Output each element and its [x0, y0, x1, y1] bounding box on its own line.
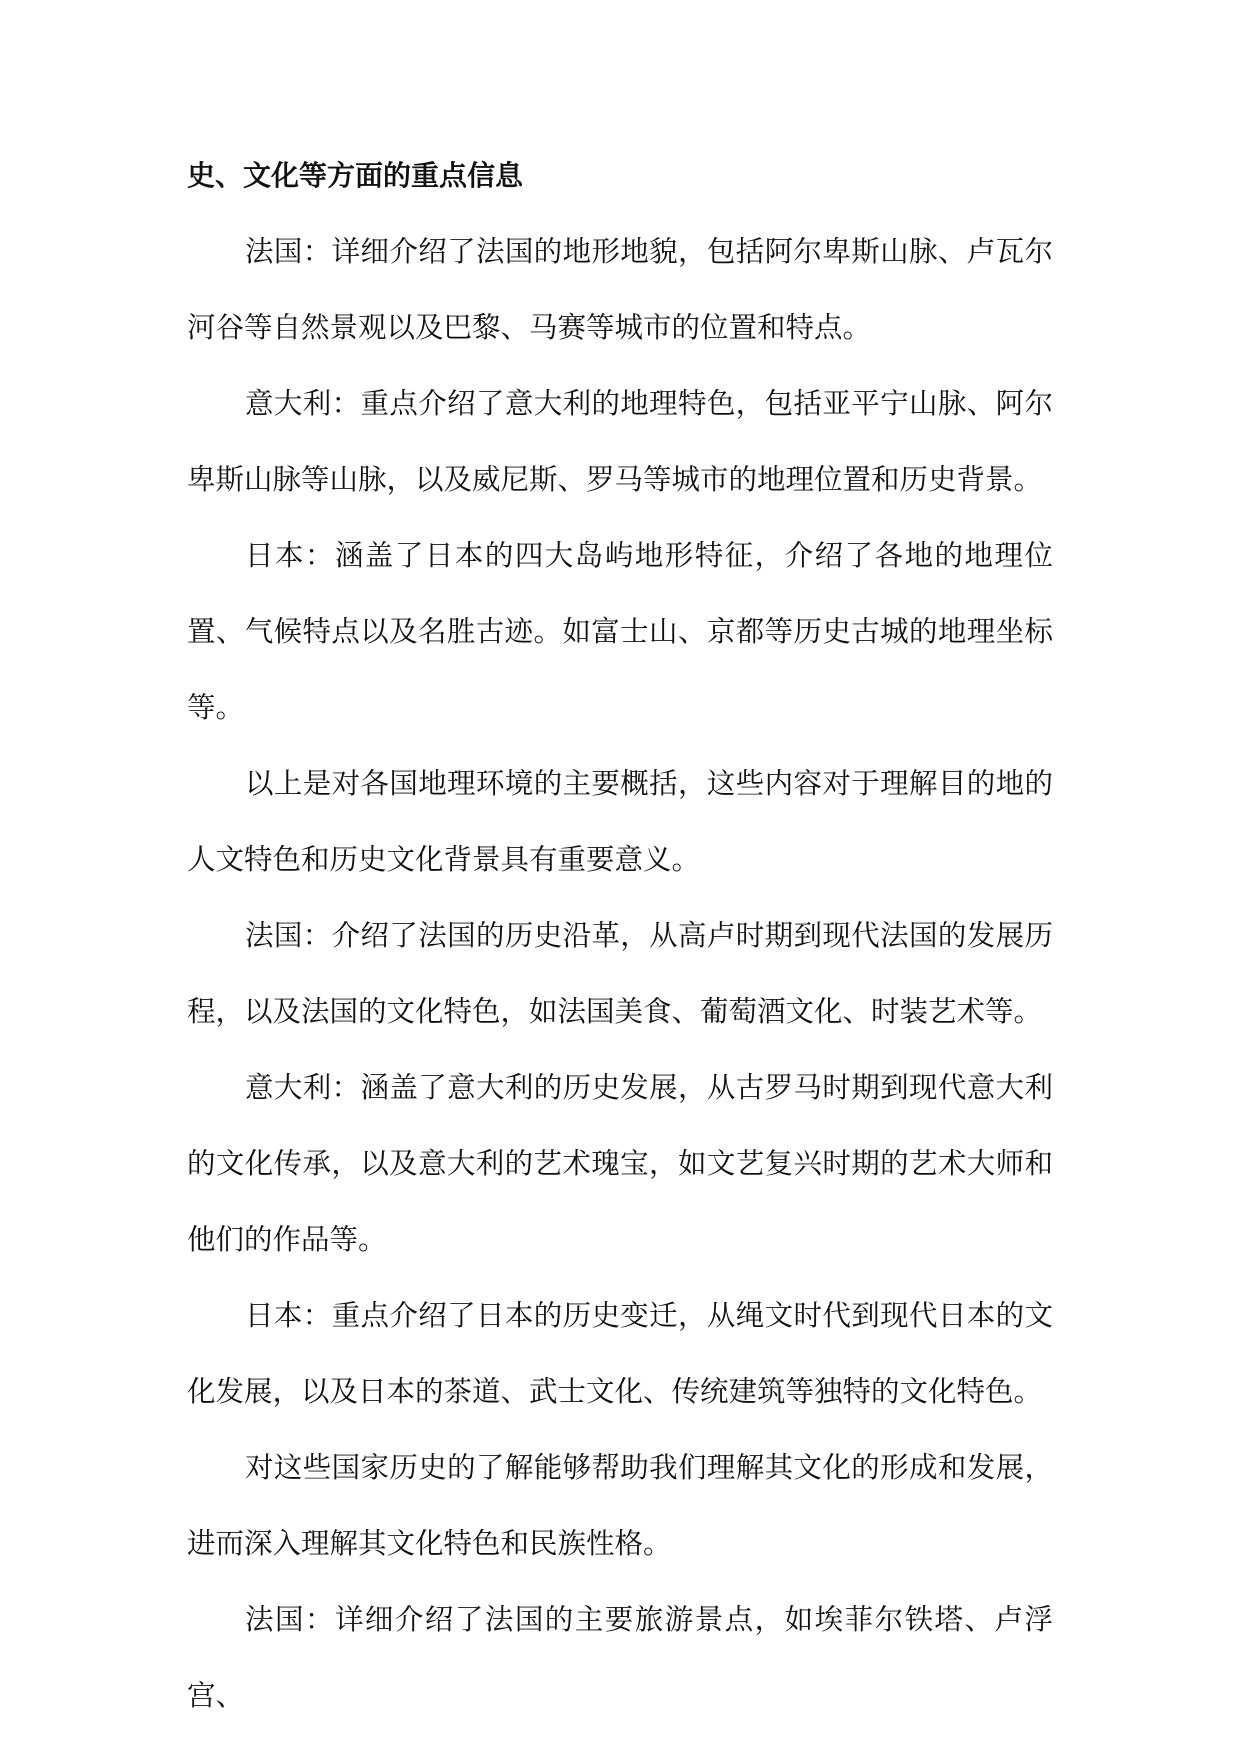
paragraph-japan-geography: 日本：涵盖了日本的四大岛屿地形特征，介绍了各地的地理位置、气候特点以及名胜古迹。如富士山、京都等历史古城的地理坐标等。 [187, 539, 1053, 724]
paragraph-france-tourism: 法国：详细介绍了法国的主要旅游景点，如埃菲尔铁塔、卢浮宫、 [187, 1603, 1053, 1712]
section-heading: 史、文化等方面的重点信息 [187, 159, 524, 192]
paragraph-geography-summary: 以上是对各国地理环境的主要概括，这些内容对于理解目的地的人文特色和历史文化背景具有重要意义。 [187, 767, 1053, 876]
paragraph-japan-history: 日本：重点介绍了日本的历史变迁，从绳文时代到现代日本的文化发展，以及日本的茶道、武士文化、传统建筑等独特的文化特色。 [187, 1299, 1053, 1408]
paragraph-history-summary: 对这些国家历史的了解能够帮助我们理解其文化的形成和发展，进而深入理解其文化特色和民族性格。 [187, 1451, 1053, 1560]
paragraph-france-geography: 法国：详细介绍了法国的地形地貌，包括阿尔卑斯山脉、卢瓦尔河谷等自然景观以及巴黎、马赛等城市的位置和特点。 [187, 235, 1053, 344]
paragraph-italy-history: 意大利：涵盖了意大利的历史发展，从古罗马时期到现代意大利的文化传承，以及意大利的艺术瑰宝，如文艺复兴时期的艺术大师和他们的作品等。 [187, 1071, 1053, 1256]
paragraph-france-history: 法国：介绍了法国的历史沿革，从高卢时期到现代法国的发展历程，以及法国的文化特色，如法国美食、葡萄酒文化、时装艺术等。 [187, 919, 1053, 1028]
paragraph-italy-geography: 意大利：重点介绍了意大利的地理特色，包括亚平宁山脉、阿尔卑斯山脉等山脉，以及威尼斯、罗马等城市的地理位置和历史背景。 [187, 387, 1053, 496]
document-body [187, 138, 1053, 1734]
